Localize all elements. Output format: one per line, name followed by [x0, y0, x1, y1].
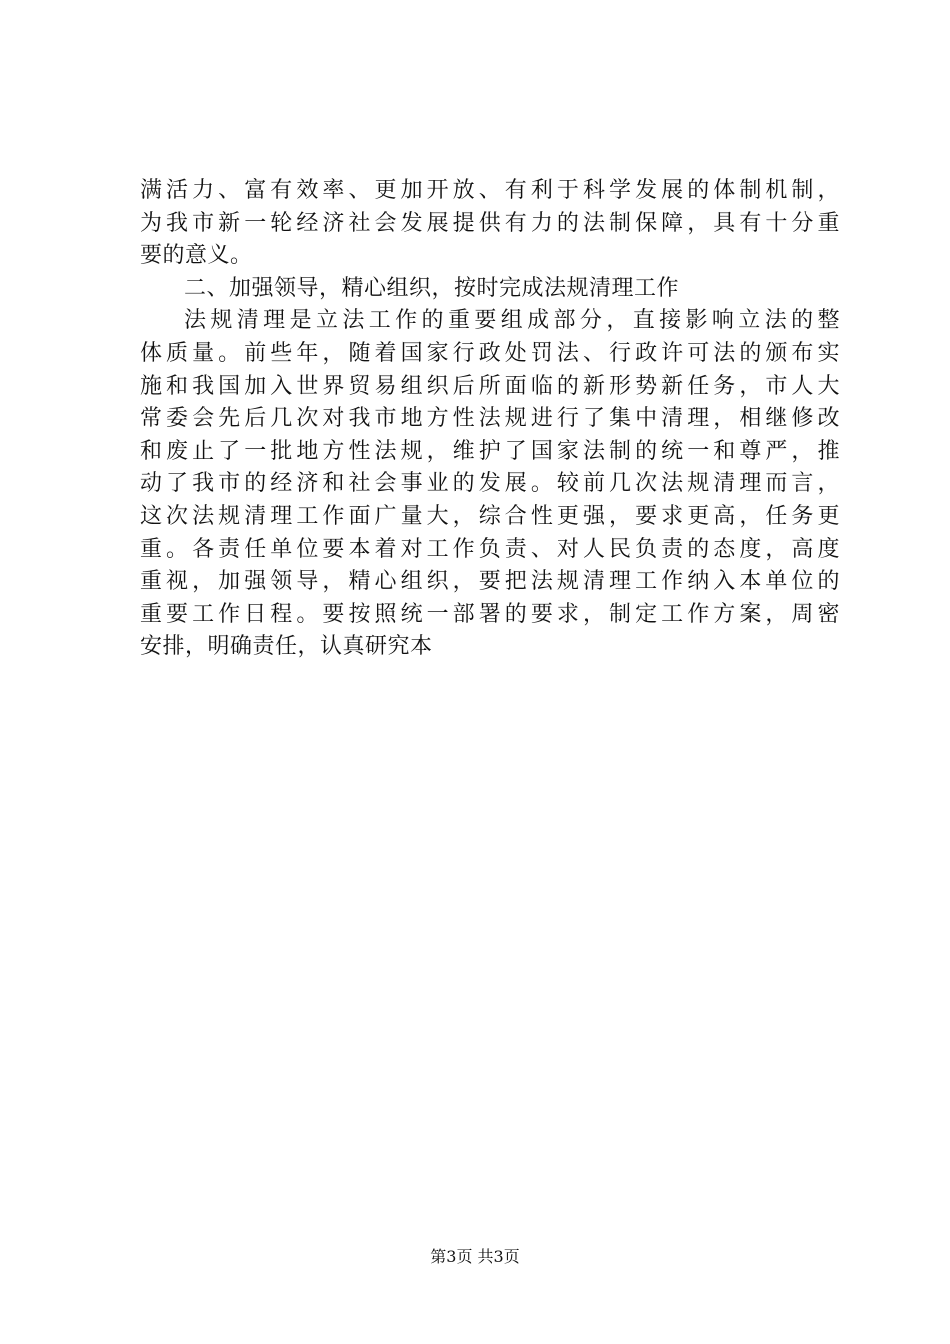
text-line: 满活力、富有效率、更加开放、有利于科学发展的体制机制，: [140, 178, 840, 203]
text-line: 这次法规清理工作面广量大，综合性更强，要求更高，任务更: [140, 503, 840, 529]
page-number: 第3页 共3页: [430, 1247, 520, 1266]
section-heading: 二、加强领导，精心组织，按时完成法规清理工作: [184, 275, 680, 301]
text-line: 法规清理是立法工作的重要组成部分，直接影响立法的整: [184, 308, 840, 334]
text-line: 体质量。前些年，随着国家行政处罚法、行政许可法的颁布实: [140, 340, 840, 366]
text-line: 重要工作日程。要按照统一部署的要求，制定工作方案，周密: [140, 601, 840, 627]
text-line: 常委会先后几次对我市地方性法规进行了集中清理，相继修改: [140, 406, 840, 432]
document-body: [140, 175, 840, 664]
text-line: 为我市新一轮经济社会发展提供有力的法制保障，具有十分重: [140, 210, 840, 236]
text-line: 重。各责任单位要本着对工作负责、对人民负责的态度，高度: [140, 536, 840, 562]
text-line: 重视，加强领导，精心组织，要把法规清理工作纳入本单位的: [140, 569, 840, 595]
text-line: 动了我市的经济和社会事业的发展。较前几次法规清理而言，: [140, 471, 840, 497]
text-line: 和废止了一批地方性法规，维护了国家法制的统一和尊严，推: [140, 438, 840, 464]
text-line: 安排，明确责任，认真研究本: [140, 634, 433, 660]
page-footer: [0, 1244, 950, 1267]
text-line: 施和我国加入世界贸易组织后所面临的新形势新任务，市人大: [140, 373, 840, 399]
text-line: 要的意义。: [140, 243, 253, 269]
